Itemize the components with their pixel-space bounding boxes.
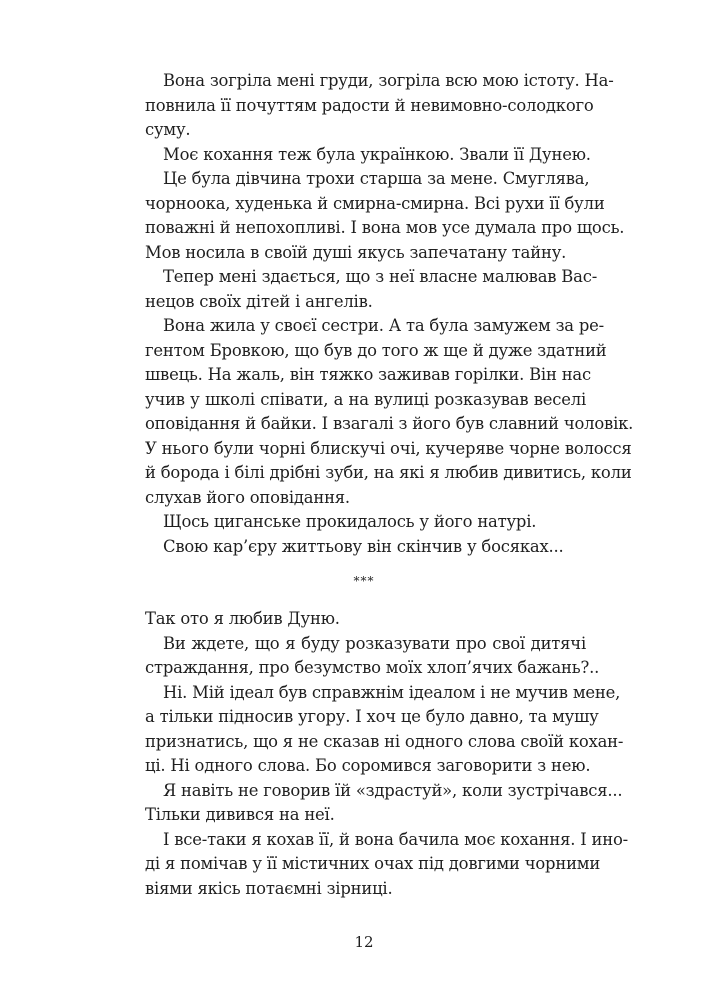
text-line: Моє кохання теж була українкою. Звали її Дунею. <box>163 144 591 164</box>
text-line: учив у школі співати, а на вулиці розказував веселі <box>145 389 586 409</box>
text-line: ці. Ні одного слова. Бо соромився заговорити з нею. <box>145 756 591 775</box>
text-line: суму. <box>145 120 191 139</box>
text-line: а тільки підносив угору. І хоч це було давно, та мушу <box>145 707 599 726</box>
text-line: Щось циганське прокидалось у його натурі. <box>163 512 537 531</box>
page-number: 12 <box>354 933 374 951</box>
text-line: Я навіть не говорив їй «здрастуй», коли зустрічався... <box>163 780 623 800</box>
text-line: Ви ждете, що я буду розказувати про свої дитячі <box>163 633 586 653</box>
text-line: Так ото я любив Дуню. <box>145 609 340 628</box>
text-line: нецов своїх дітей і ангелів. <box>145 291 373 311</box>
text-line: Ні. Мій ідеал був справжнім ідеалом і не мучив мене, <box>163 682 621 702</box>
text-line: оповідання й байки. І взагалі з його був славний чоловік. <box>145 414 634 433</box>
text-line: Мов носила в своїй душі якусь запечатану тайну. <box>145 242 567 262</box>
text-line: чорноока, худенька й смирна-смирна. Всі рухи її були <box>145 193 605 213</box>
text-section-1 <box>145 69 634 559</box>
text-line: й борода і білі дрібні зуби, на які я любив дивитись, коли <box>145 463 632 482</box>
text-line: страждання, про безумство моїх хлоп’ячих бажань?.. <box>145 658 600 677</box>
text-line: швець. На жаль, він тяжко заживав горілки. Він нас <box>145 365 591 384</box>
text-line: повнила її почуттям радости й невимовно-солодкого <box>145 95 594 115</box>
text-line: У нього були чорні блискучі очі, кучеряве чорне волосся <box>145 438 632 458</box>
text-line: слухав його оповідання. <box>145 487 350 507</box>
text-line: ді я помічав у її містичних очах під довгими чорними <box>145 854 601 873</box>
text-line: Вона зогріла мені груди, зогріла всю мою істоту. На- <box>163 71 614 90</box>
text-line: віями якісь потаємні зірниці. <box>145 878 393 898</box>
text-line: признатись, що я не сказав ні одного слова своїй кохан- <box>145 731 624 751</box>
text-line: поважні й непохопливі. І вона мов усе думала про щось. <box>145 218 625 237</box>
text-line: Тільки дивився на неї. <box>145 805 335 824</box>
text-line: І все-таки я кохав її, й вона бачила моє кохання. І ино- <box>163 829 628 849</box>
text-line: Тепер мені здається, що з неї власне малював Вас- <box>163 267 598 286</box>
text-line: Вона жила у своєї сестри. А та була замужем за ре- <box>163 316 605 335</box>
text-line: гентом Бровкою, що був до того ж ще й дуже здатний <box>145 340 607 360</box>
section-separator: *** <box>353 574 375 588</box>
text-line: Свою кар’єру життьову він скінчив у босяках... <box>163 536 564 556</box>
text-line: Це була дівчина трохи старша за мене. Смуглява, <box>163 169 590 188</box>
text-section-2 <box>145 607 628 901</box>
